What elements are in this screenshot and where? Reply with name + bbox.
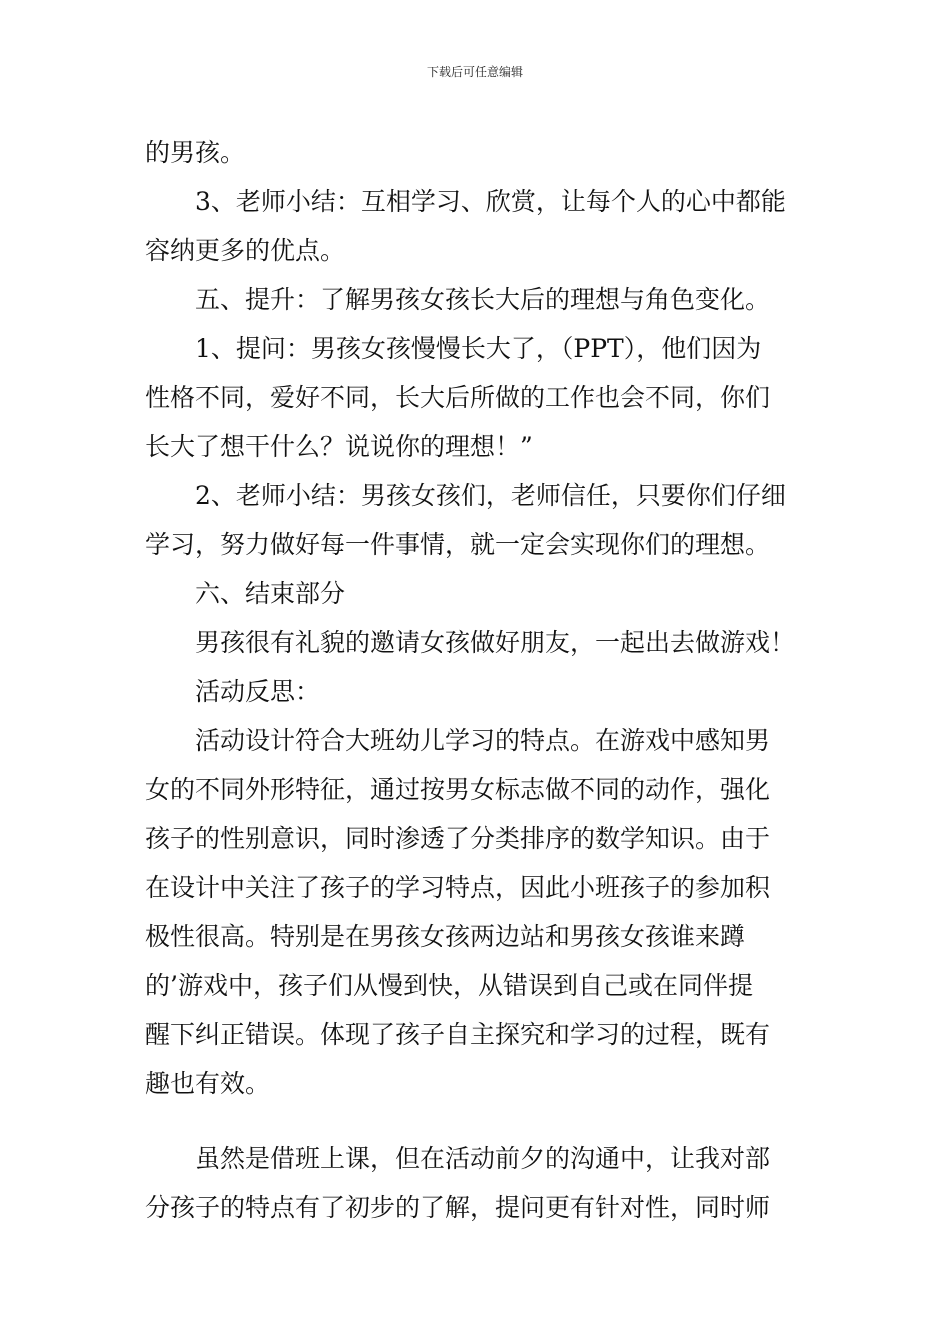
section-heading: 六、结束部分 [195,579,346,608]
text-line: 活动设计符合大班幼儿学习的特点。在游戏中感知男 [195,726,771,755]
text-line: 2、老师小结：男孩女孩们，老师信任，只要你们仔细 [195,481,786,510]
text-line: 分孩子的特点有了初步的了解，提问更有针对性，同时师 [145,1193,771,1222]
text-line: 长大了想干什么？说说你的理想！” [145,432,533,461]
text-line: 3、老师小结：互相学习、欣赏，让每个人的心中都能 [195,187,786,216]
paragraph-gap [145,1108,810,1134]
text-line: 虽然是借班上课，但在活动前夕的沟通中，让我对部 [195,1144,771,1173]
text-line: 1、提问：男孩女孩慢慢长大了，（PPT），他们因为 [195,334,762,363]
section-heading: 活动反思： [195,677,321,706]
text-line: 趣也有效。 [145,1069,271,1098]
text-line: 的’游戏中，孩子们从慢到快，从错误到自己或在同伴提 [145,971,753,1000]
text-line: 在设计中关注了孩子的学习特点，因此小班孩子的参加积 [145,873,771,902]
text-line: 极性很高。特别是在男孩女孩两边站和男孩女孩谁来蹲 [145,922,746,951]
text-line: 的男孩。 [145,138,246,167]
text-line: 五、提升：了解男孩女孩长大后的理想与角色变化。 [195,285,771,314]
page-header: 下载后可任意编辑 [426,65,523,79]
text-line: 容纳更多的优点。 [145,236,346,265]
text-line: 男孩很有礼貌的邀请女孩做好朋友，一起出去做游戏！ [195,628,796,657]
text-line: 学习，努力做好每一件事情，就一定会实现你们的理想。 [145,530,771,559]
text-line: 女的不同外形特征，通过按男女标志做不同的动作，强化 [145,775,771,804]
document-body [145,128,810,1232]
text-line: 孩子的性别意识，同时渗透了分类排序的数学知识。由于 [145,824,771,853]
text-line: 性格不同，爱好不同，长大后所做的工作也会不同，你们 [145,383,771,412]
text-line: 醒下纠正错误。体现了孩子自主探究和学习的过程，既有 [145,1020,771,1049]
